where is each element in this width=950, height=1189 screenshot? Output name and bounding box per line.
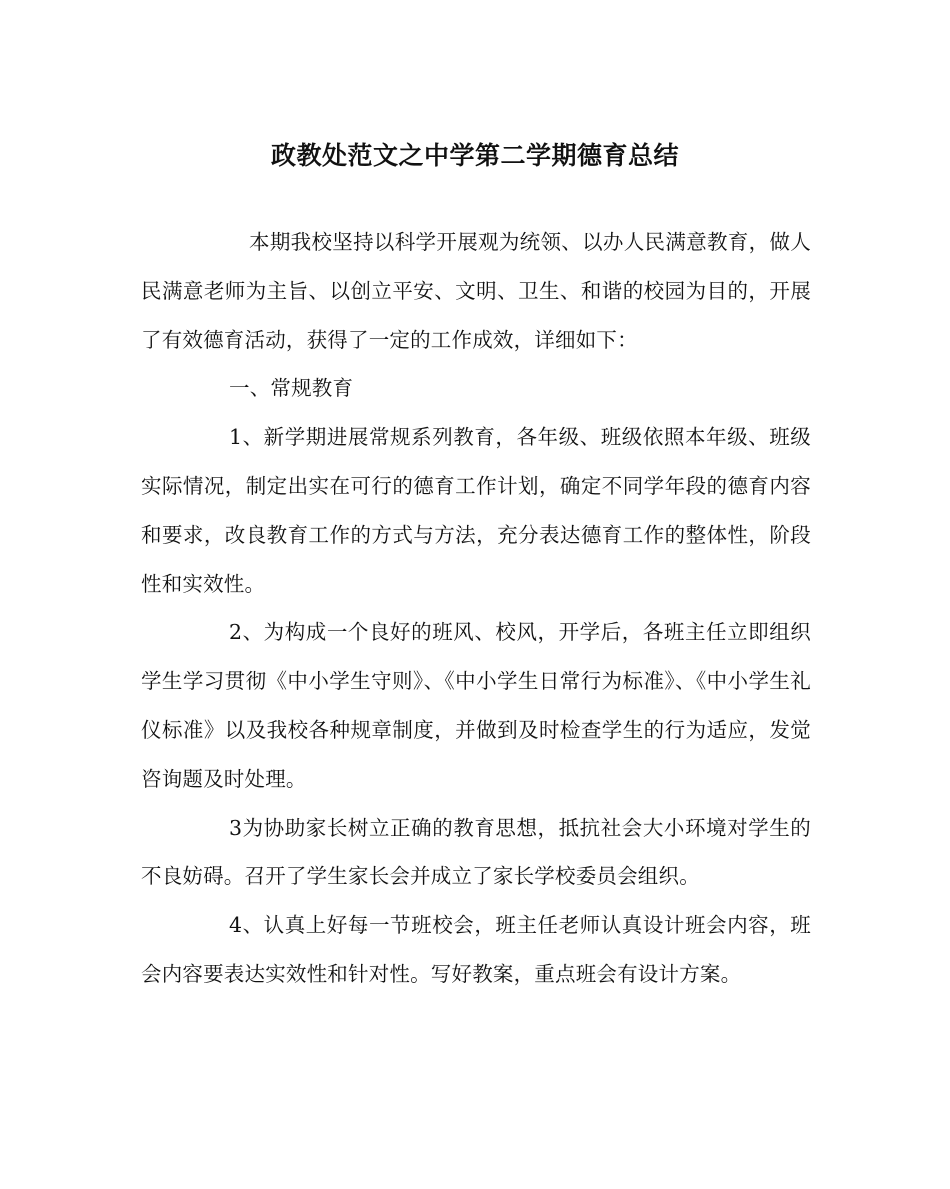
intro-paragraph: 本期我校坚持以科学开展观为统领、以办人民满意教育，做人民满意老师为主旨、以创立平安、文明、卫生、和谐的校园为目的，开展了有效德育活动，获得了一定的工作成效，详细如下： bbox=[141, 230, 811, 352]
paragraph-item-3: 3为协助家长树立正确的教育思想，抵抗社会大小环境对学生的不良妨碍。召开了学生家长会并成立了家长学校委员会组织。 bbox=[141, 815, 811, 889]
document-body bbox=[141, 218, 811, 999]
section-heading: 一、常规教育 bbox=[229, 376, 354, 401]
paragraph-item-1: 1、新学期进展常规系列教育，各年级、班级依照本年级、班级实际情况，制定出实在可行的德育工作计划，确定不同学年段的德育内容和要求，改良教育工作的方式与方法，充分表达德育工作的整体性，阶段性和实效性。 bbox=[141, 425, 811, 596]
paragraph-item-2: 2、为构成一个良好的班风、校风，开学后，各班主任立即组织学生学习贯彻《中小学生守则》、《中小学生日常行为标准》、《中小学生礼仪标准》以及我校各种规章制度，并做到及时检查学生的行为适应，发觉咨询题及时处理。 bbox=[141, 620, 811, 791]
paragraph-item-4: 4、认真上好每一节班校会，班主任老师认真设计班会内容，班会内容要表达实效性和针对性。写好教案，重点班会有设计方案。 bbox=[141, 913, 811, 986]
document-title: 政教处范文之中学第二学期德育总结 bbox=[270, 141, 679, 170]
